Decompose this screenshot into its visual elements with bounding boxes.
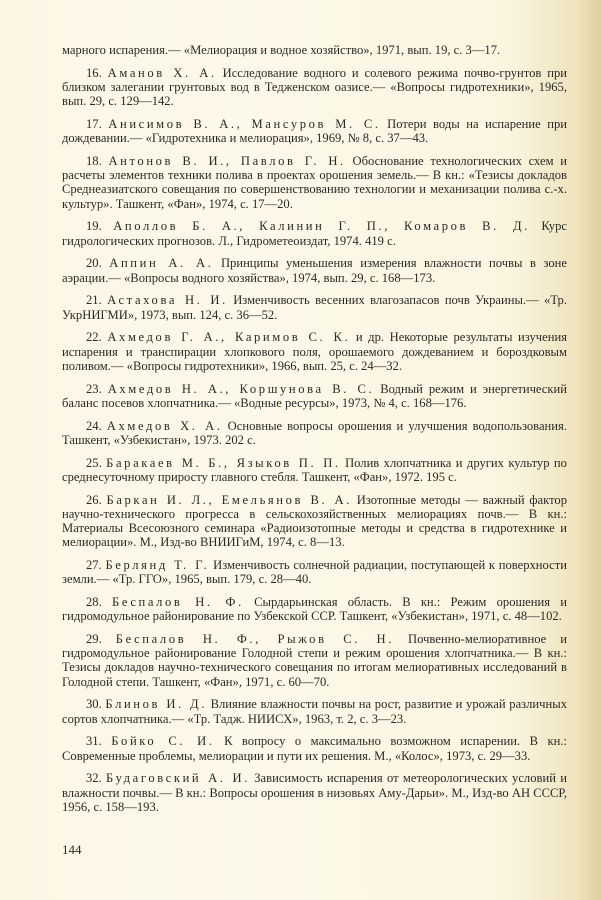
entry-text: Полив хлопчатника и других культур по среднесуточному приросту главного стебля. Ташкент, «Фан», 1972. 195 с. [62,455,567,484]
entry-number: 32. [86,771,102,786]
page-number: 144 [62,842,82,857]
entry-number: 17. [86,117,102,131]
entry-number: 21. [86,293,102,308]
entry-authors: Бойко С. И. [111,734,215,749]
entry-authors: Баракаев М. Б., Языков П. П. [106,455,341,470]
entry-number: 25. [86,455,102,470]
entry-authors: Ахмедов Н. А., Коршунова В. С. [107,381,375,396]
entry-text: Влияние влажности почвы на рост, развитие и урожай различных сортов хлопчатника.— «Тр. Тадж. НИИСХ», 1963, т. 2, с. 3—23. [62,697,567,726]
entry-authors: Баркан И. Л., Емельянов В. А. [106,492,352,507]
entry-authors: Ахмедов Г. А., Каримов С. К. [107,330,351,345]
reference-entry-16 [62,66,567,109]
reference-entry-17 [62,117,567,145]
entry-text: Изменчивость солнечной радиации, поступающей к поверхности земли.— «Тр. ГГО», 1965, вып. 179, с. 28—40. [62,558,567,587]
entry-authors: Беспалов Н. Ф. [111,595,244,610]
bibliography-page [62,43,567,823]
entry-number: 19. [86,219,102,234]
reference-entry-20 [62,256,567,284]
reference-entry-21 [62,293,567,321]
entry-number: 28. [86,595,102,610]
reference-entry-22 [62,330,567,373]
reference-entry-19 [62,219,567,247]
entry-text: Почвенно-мелиоративное и гидромодульное районирование Голодной степи и режим орошения хлопчатника.— В кн.: Тезисы докладов научно-технического совещания по итогам мелиоративных исследований в Голодной степи. Ташкент, «Фан», 1971, с. 60—70. [62,632,567,689]
entry-authors: Аппин А. А. [109,256,214,271]
entry-text: Курс гидрологических прогнозов. Л., Гидрометеоиздат, 1974. 419 с. [62,219,567,248]
entry-authors: Ахмедов Х. А. [106,418,223,433]
reference-entry-27 [62,558,567,586]
entry-authors: Будаговский А. И. [106,771,250,786]
entry-text: Зависимость испарения от метеорологических условий и влажности почвы.— В кн.: Вопросы орошения в низовьях Аму-Дарьи». М., Изд-во АН СССР, 1956, с. 158—193. [62,771,567,814]
entry-number: 27. [86,558,102,573]
reference-entry-28 [62,595,567,623]
entry-number: 26. [86,492,102,507]
entry-number: 22. [86,330,102,345]
entry-text: Обоснование технологических схем и расчеты элементов техники полива в проектах орошения земель.— В кн.: «Тезисы докладов Среднеазиатского совещания по совершенствованию технологии и механизации полива с.-х. культур». Ташкент, «Фан», 1974, с. 17—20. [62,154,567,211]
reference-entry-31 [62,734,567,762]
reference-entry-18 [62,154,567,211]
entry-number: 23. [86,381,102,396]
entry-authors: Астахова Н. И. [107,293,228,308]
entry-text: Потери воды на испарение при дождевании.— «Гидротехника и мелиорация», 1969, № 8, с. 37—43. [62,117,567,146]
reference-entry-29 [62,632,567,689]
entry-number: 18. [86,154,102,168]
entry-authors: Аполлов Б. А., Калинин Г. П., Комаров В. Д. [113,219,530,234]
reference-entry-25 [62,456,567,484]
entry-number: 30. [86,697,102,712]
reference-entry-30 [62,697,567,725]
entry-number: 31. [86,734,102,749]
entry-number: 16. [86,65,102,80]
entry-authors: Аманов Х. А. [107,65,217,80]
reference-entry-26 [62,493,567,550]
entry-authors: Блинов И. Д. [105,697,207,712]
entry-authors: Берлянд Т. Г. [105,558,210,573]
entry-text: Изотопные методы — важный фактор научно-технического прогресса в сельскохозяйственных мелиорациях почв.— В кн.: Материалы Всесоюзного семинара «Радиоизотопные методы и средства в гидротехнике и мелиорации». М., Изд-во ВНИИГиМ, 1974, с. 8—13. [62,492,568,550]
reference-entry-24 [62,419,567,447]
entry-authors: Анисимов В. А., Мансуров М. С. [108,117,381,131]
entry-text: Сырдарьинская область. В кн.: Режим орошения и гидромодульное районирование по Узбекской ССР. Ташкент, «Узбекистан», 1971, с. 48—102. [62,595,568,624]
entry-number: 20. [86,256,102,271]
entry-text: и др. Некоторые результаты изучения испарения и транспирации хлопкового поля, орошаемого дождеванием и бороздковым поливом.— «Вопросы гидротехники», 1966, вып. 25, с. 24—32. [62,330,567,373]
entry-text: Изменчивость весенних влагозапасов почв Украины.— «Тр. УкрНИГМИ», 1973, вып. 124, с. 36—52. [62,293,567,322]
entry-number: 29. [86,632,102,647]
entry-text: Основные вопросы орошения и улучшения водопользования. Ташкент, «Узбекистан», 1973. 202 с. [62,418,567,447]
entry-text: Водный режим и энергетический баланс посевов хлопчатника.— «Водные ресурсы», 1973, № 4, с. 168—176. [62,381,567,410]
entry-text: Исследование водного и солевого режима почво-грунтов при близком залегании грунтовых вод в Тедженском оазисе.— «Вопросы гидротехники», 1965, вып. 29, с. 129—142. [62,65,567,109]
reference-entry-32 [62,771,567,814]
reference-entry-23 [62,382,567,410]
entry-text: Принципы уменьшения измерения влажности почвы в зоне аэрации.— «Вопросы водного хозяйства», 1974, вып. 29, с. 168—173. [62,256,567,285]
entry-authors: Беспалов Н. Ф., Рыжов С. Н. [115,632,395,647]
entry-authors: Антонов В. И., Павлов Г. Н. [108,154,346,168]
entry-number: 24. [86,418,102,433]
entry-text: К вопросу о максимально возможном испарении. В кн.: Современные проблемы, мелиорации и пути их решения. М., «Колос», 1973, с. 29—33. [62,734,567,763]
continuation-entry: марного испарения.— «Мелиорация и водное хозяйство», 1971, вып. 19, с. 3—17. [62,43,501,57]
